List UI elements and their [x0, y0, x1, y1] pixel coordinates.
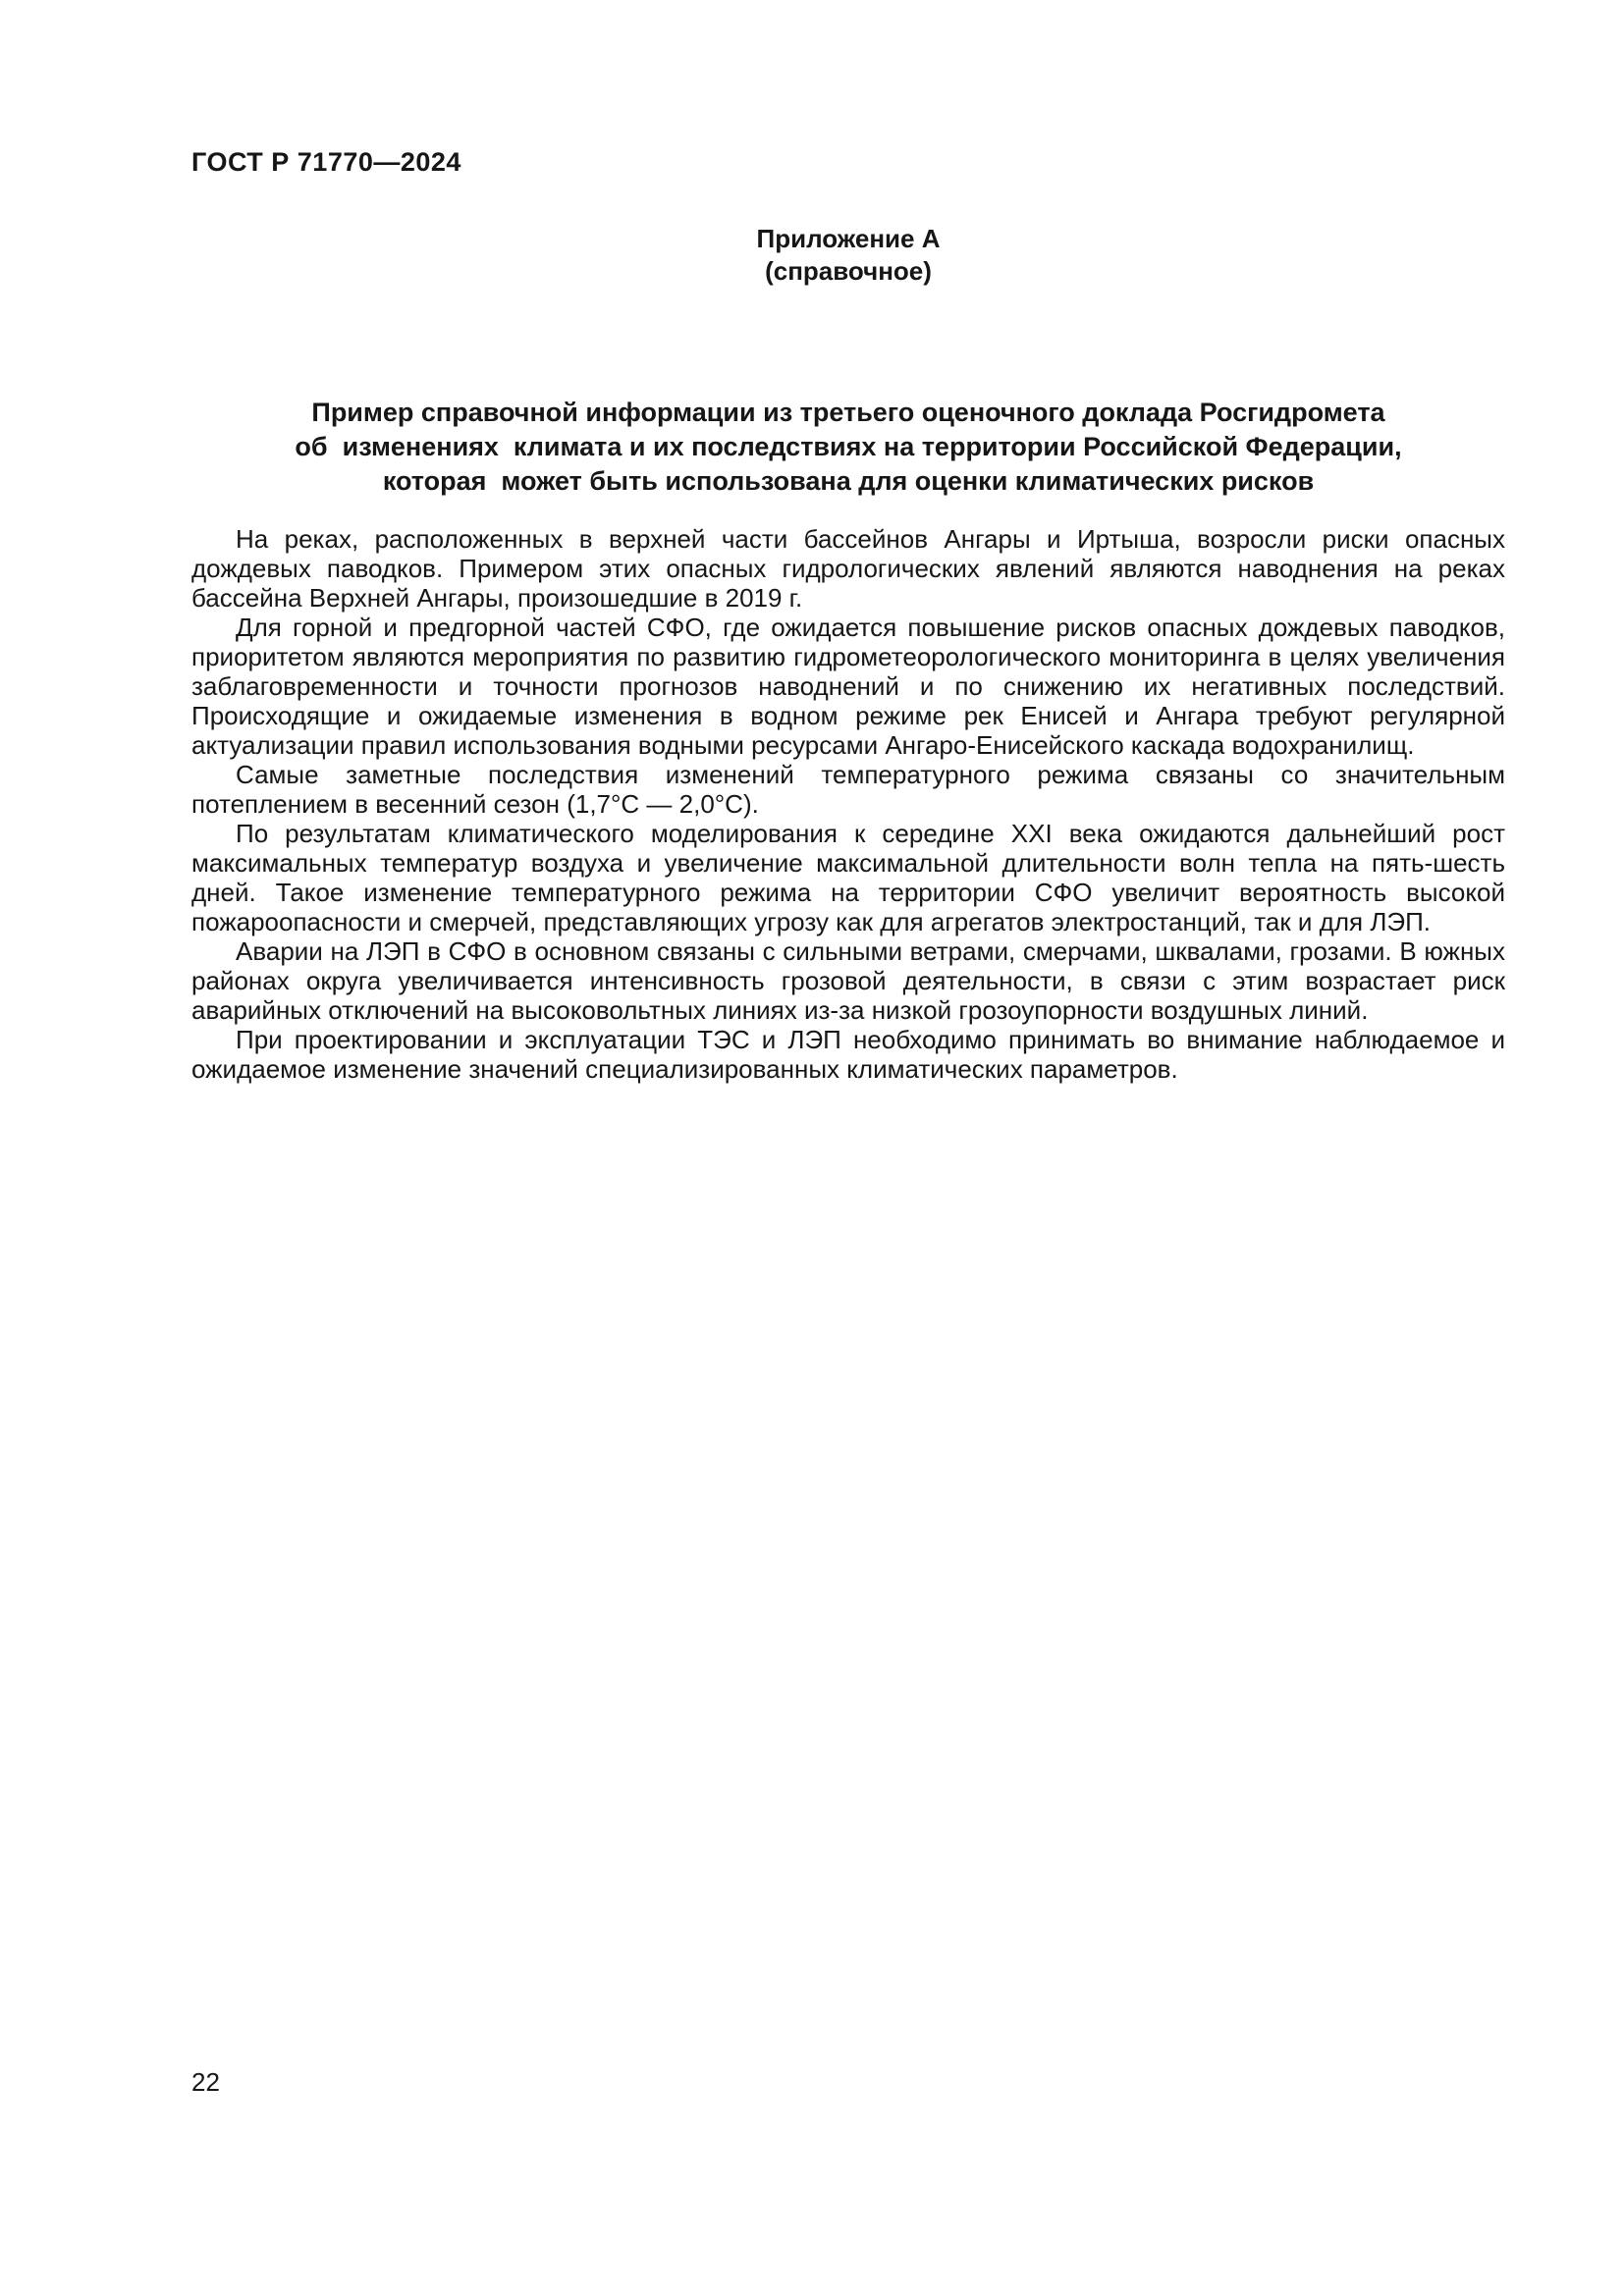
annex-title-line-3: которая может быть использована для оценки климатических рисков [382, 466, 1315, 496]
annex-title-line-2: об изменениях климата и их последствиях на территории Российской Федерации, [295, 432, 1402, 461]
paragraph-6: При проектировании и эксплуатации ТЭС и ЛЭП необходимо принимать во внимание наблюдаемое и ожидаемое изменение значений специализированных климатических параметров. [191, 1025, 1505, 1084]
page-number: 22 [191, 2067, 220, 2097]
paragraph-3: Самые заметные последствия изменений температурного режима связаны со значительным потеплением в весенний сезон (1,7°С — 2,0°С). [191, 760, 1505, 819]
paragraph-4: По результатам климатического моделирования к середине XXI века ожидаются дальнейший рост максимальных температур воздуха и увеличение максимальной длительности волн тепла на пять-шесть дней. Такое изменение температурного режима на территории СФО увеличит вероятность высокой пожароопасности и смерчей, представляющих угрозу как для агрегатов электростанций, так и для ЛЭП. [191, 819, 1505, 936]
document-body [191, 524, 1505, 1084]
paragraph-2: Для горной и предгорной частей СФО, где ожидается повышение рисков опасных дождевых паводков, приоритетом являются мероприятия по развитию гидрометеорологического мониторинга в целях увеличения заблаговременности и точности прогнозов наводнений и по снижению их негативных последствий. Происходящие и ожидаемые изменения в водном режиме рек Енисей и Ангара требуют регулярной актуализации правил использования водными ресурсами Ангаро-Енисейского каскада водохранилищ. [191, 613, 1505, 760]
paragraph-1: На реках, расположенных в верхней части бассейнов Ангары и Иртыша, возросли риски опасных дождевых паводков. Примером этих опасных гидрологических явлений являются наводнения на реках бассейна Верхней Ангары, произошедшие в 2019 г. [191, 524, 1505, 613]
annex-title-line-1: Пример справочной информации из третьего оценочного доклада Росгидромета [311, 398, 1385, 427]
annex-heading [191, 223, 1505, 288]
document-code: ГОСТ Р 71770—2024 [191, 147, 461, 177]
paragraph-5: Аварии на ЛЭП в СФО в основном связаны с сильными ветрами, смерчами, шквалами, грозами. В южных районах округа увеличивается интенсивность грозовой деятельности, в связи с этим возрастает риск аварийных отключений на высоковольтных линиях из-за низкой грозоупорности воздушных линий. [191, 936, 1505, 1025]
annex-label: Приложение А [756, 224, 941, 253]
annex-title [191, 396, 1505, 499]
annex-note: (справочное) [765, 256, 932, 286]
